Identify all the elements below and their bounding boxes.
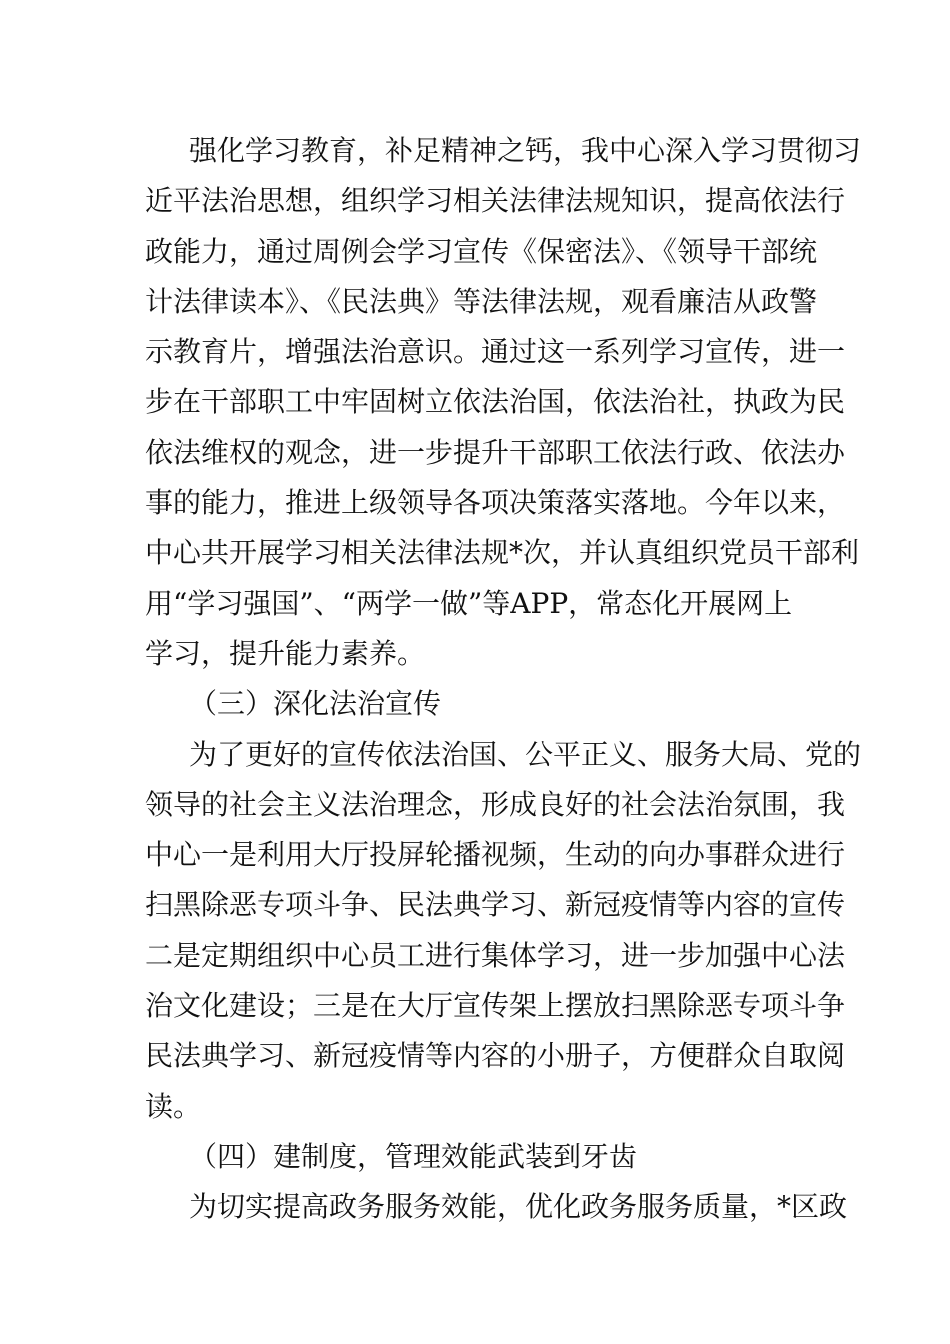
paragraph-line: 为切实提高政务服务效能，优化政务服务质量，*区政 — [189, 1190, 848, 1224]
paragraph-line: 示教育片，增强法治意识。通过这一系列学习宣传，进一 — [145, 335, 846, 369]
paragraph-line: 计法律读本》、《民法典》等法律法规，观看廉洁从政警 — [145, 284, 818, 318]
section-heading: （三）深化法治宣传 — [189, 687, 442, 721]
paragraph-line: 强化学习教育，补足精神之钙，我中心深入学习贯彻习 — [189, 134, 862, 167]
paragraph-line: 领导的社会主义法治理念，形成良好的社会法治氛围，我 — [145, 787, 846, 821]
paragraph-line: 近平法治思想，组织学习相关法律法规知识，提高依法行 — [145, 184, 846, 218]
paragraph-line: 读。 — [145, 1089, 202, 1123]
paragraph-line: 中心一是利用大厅投屏轮播视频，生动的向办事群众进行 — [145, 838, 846, 872]
paragraph-line: 用“学习强国”、“两学一做”等APP，常态化开展网上 — [145, 586, 793, 620]
section-heading: （四）建制度，管理效能武装到牙齿 — [189, 1139, 638, 1173]
paragraph-line: 政能力，通过周例会学习宣传《保密法》、《领导干部统 — [145, 234, 818, 268]
paragraph-line: 二是定期组织中心员工进行集体学习，进一步加强中心法 — [145, 938, 846, 972]
paragraph-line: 扫黑除恶专项斗争、民法典学习、新冠疫情等内容的宣传 — [145, 888, 846, 922]
paragraph-line: 民法典学习、新冠疫情等内容的小册子，方便群众自取阅 — [145, 1039, 846, 1073]
paragraph-line: 治文化建设；三是在大厅宣传架上摆放扫黑除恶专项斗争 — [145, 989, 846, 1023]
paragraph-line: 中心共开展学习相关法律法规*次，并认真组织党员干部利 — [145, 536, 860, 570]
paragraph-line: 事的能力，推进上级领导各项决策落实落地。今年以来， — [145, 486, 846, 520]
paragraph-line: 依法维权的观念，进一步提升干部职工依法行政、依法办 — [145, 435, 846, 469]
document-body — [145, 126, 862, 1233]
paragraph-line: 学习，提升能力素养。 — [145, 636, 426, 670]
paragraph-line: 为了更好的宣传依法治国、公平正义、服务大局、党的 — [189, 737, 862, 771]
paragraph-line: 步在干部职工中牢固树立依法治国，依法治社，执政为民 — [145, 385, 846, 419]
